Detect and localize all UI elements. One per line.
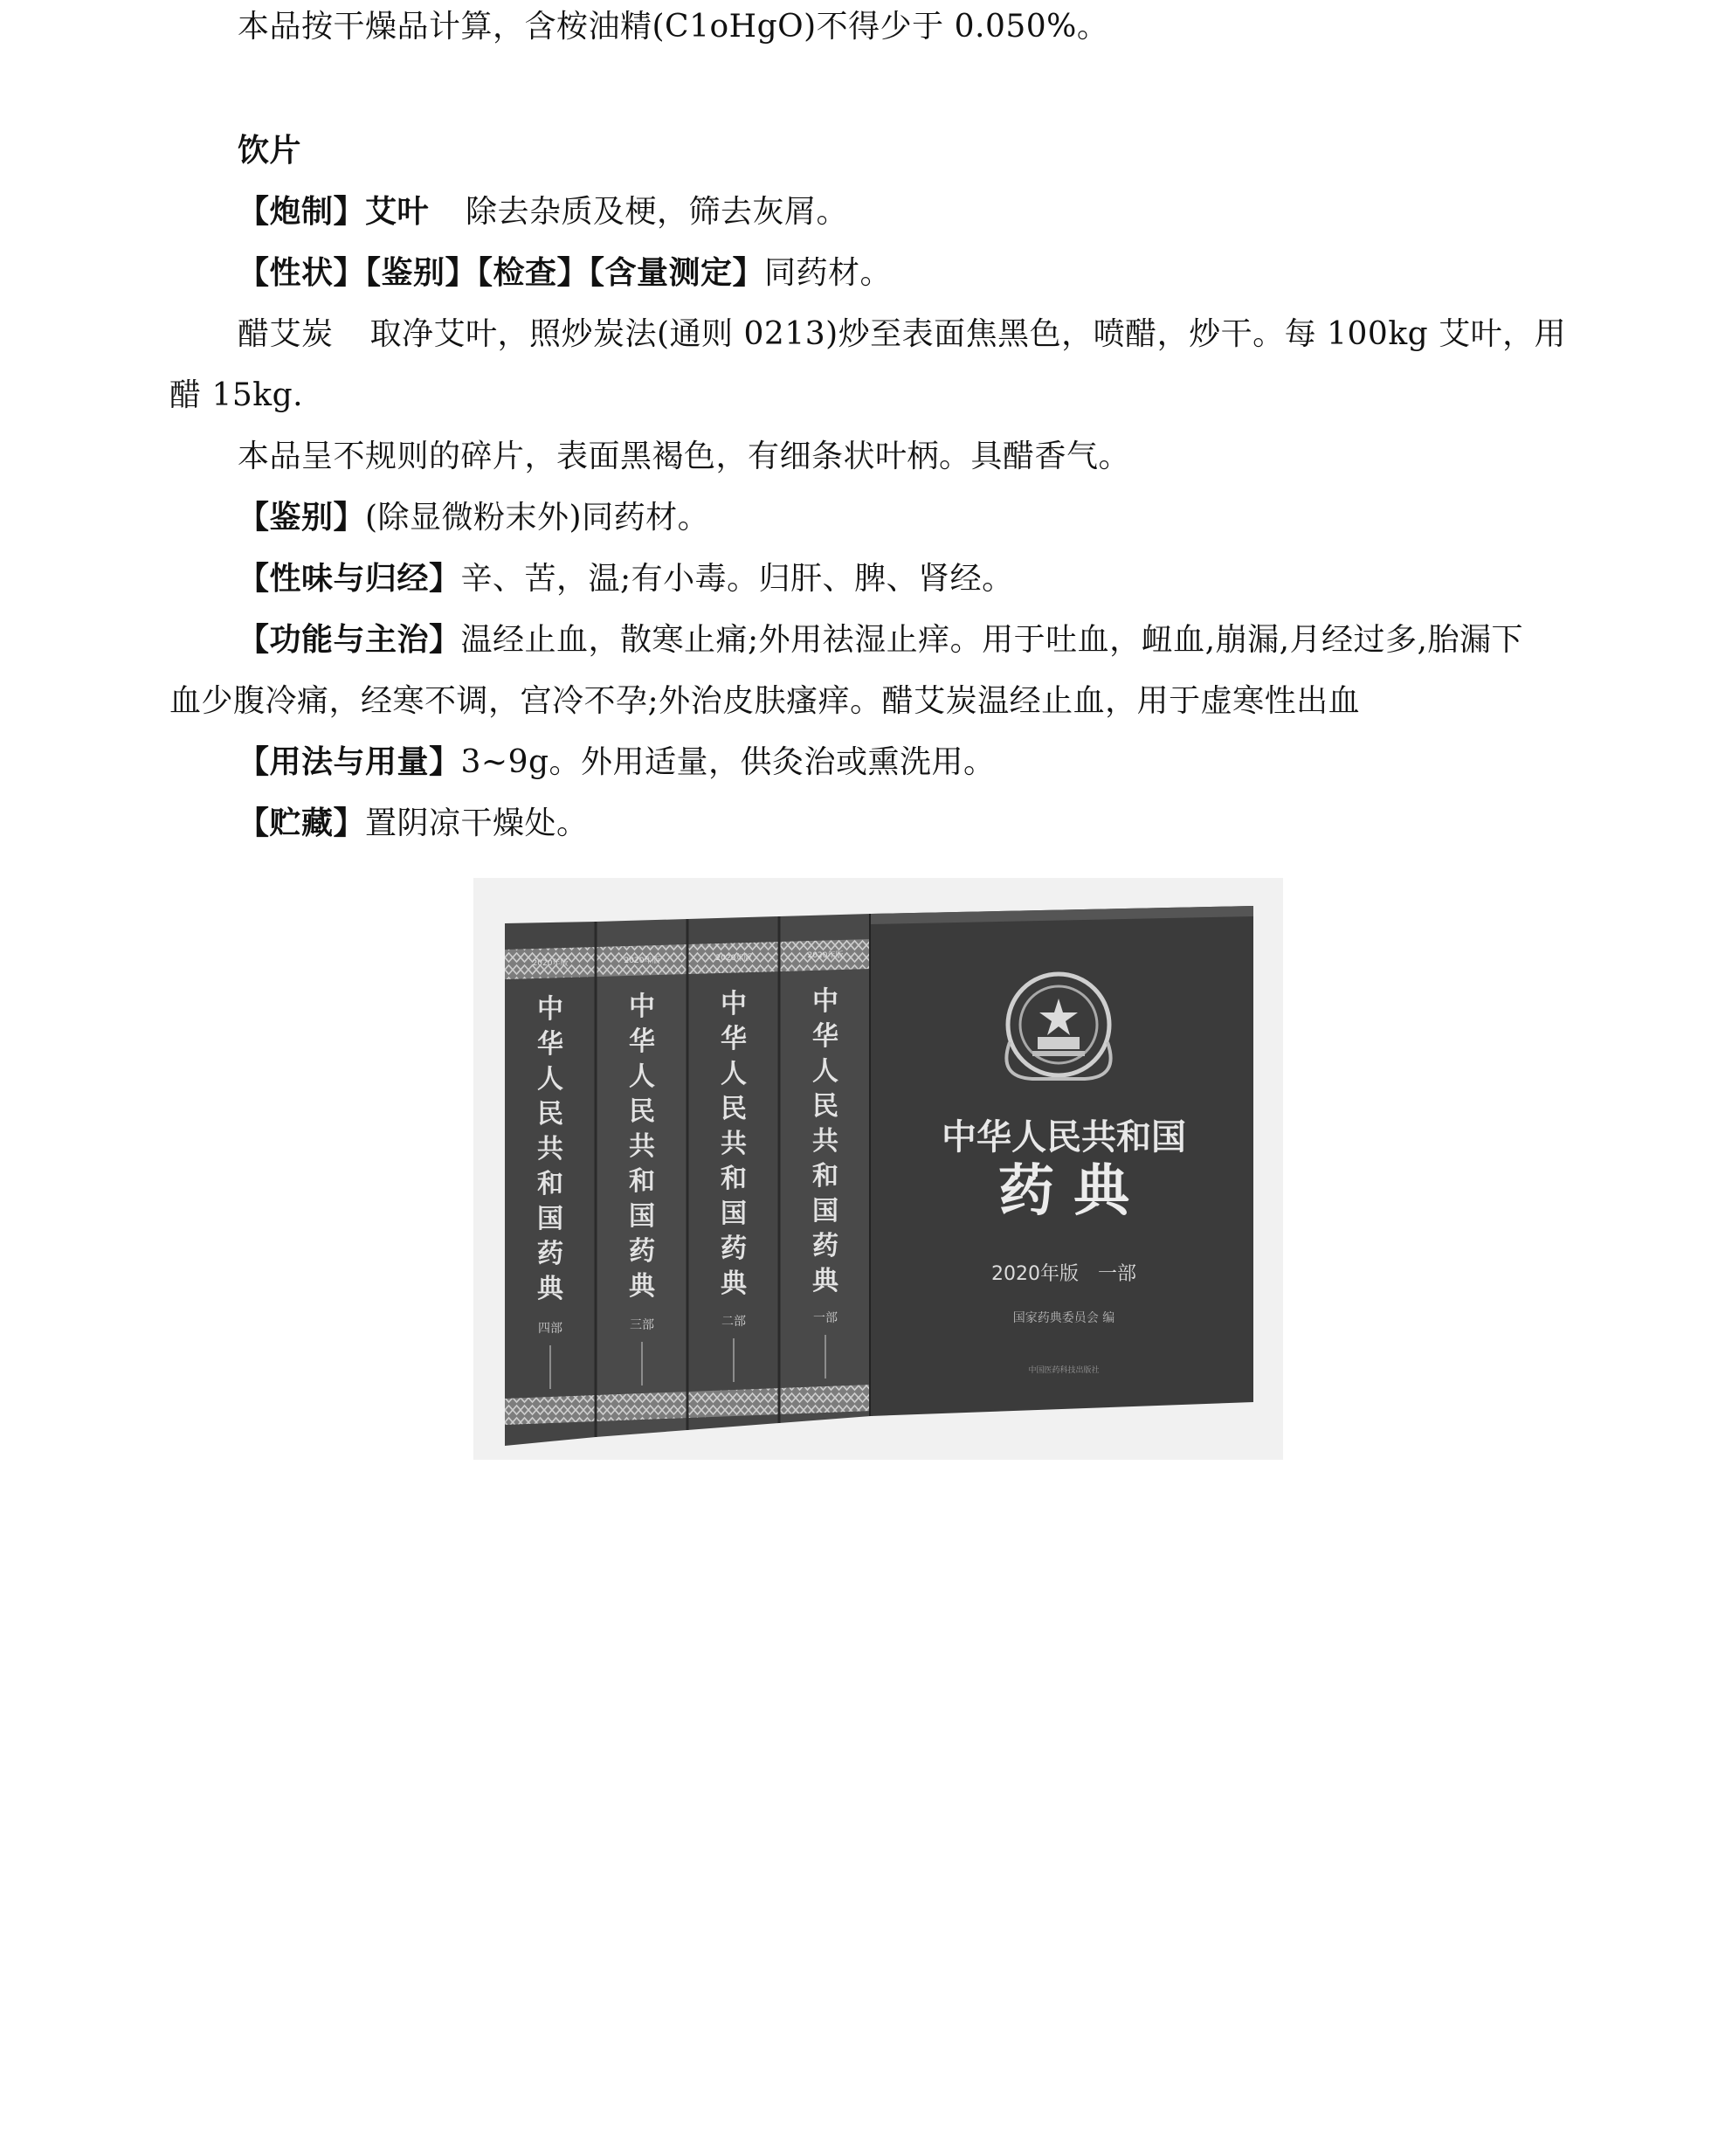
function-label: 【功能与主治】 — [238, 622, 461, 658]
spine-edition-label: 2020年版 — [532, 959, 569, 968]
usage-text: 3~9g。外用适量，供灸治或熏洗用。 — [460, 744, 996, 780]
spine-title: 中华人民共和国药典 — [537, 994, 563, 1304]
cover-title-line2: 药 典 — [997, 1158, 1130, 1224]
spine-title: 中华人民共和国药典 — [812, 986, 838, 1296]
spine-part-label: 二部 — [721, 1315, 746, 1329]
description-paragraph: 本品呈不规则的碎片，表面黑褐色，有细条状叶柄。具醋香气。 — [238, 439, 1131, 474]
book-cover — [871, 906, 1253, 1416]
spine-part-label: 三部 — [630, 1318, 654, 1332]
processing-label: 【炮制】 — [238, 194, 366, 230]
same-as-text: 同药材。 — [764, 255, 893, 291]
cover-publisher: 中国医药科技出版社 — [1028, 1366, 1100, 1375]
spine-part-label: 四部 — [538, 1322, 562, 1336]
pharmacopoeia-book-photo — [473, 878, 1283, 1460]
spine-edition-label: 2020年版 — [715, 954, 752, 963]
nature-label: 【性味与归经】 — [238, 561, 461, 597]
cover-editor: 国家药典委员会 编 — [1012, 1311, 1115, 1325]
usage-label: 【用法与用量】 — [238, 744, 461, 780]
cover-title-line1: 中华人民共和国 — [942, 1116, 1186, 1157]
identification-label: 【鉴别】 — [238, 500, 366, 536]
nature-text: 辛、苦，温;有小毒。归肝、脾、肾经。 — [460, 561, 1014, 597]
cover-edition: 2020年版 一部 — [991, 1263, 1136, 1285]
spine-title: 中华人民共和国药典 — [629, 992, 655, 1302]
processing-item: 艾叶 — [365, 194, 430, 230]
nature-paragraph — [238, 557, 1014, 601]
spine-edition-label: 2020年版 — [624, 957, 660, 965]
function-paragraph-line1 — [238, 618, 1523, 662]
processing-text: 除去杂质及梗，筛去灰屑。 — [466, 194, 849, 230]
vinegar-item: 醋艾炭 — [238, 316, 334, 352]
storage-text: 置阴凉干燥处。 — [365, 805, 589, 841]
function-text-line1: 温经止血，散寒止痛;外用祛湿止痒。用于吐血，衄血,崩漏,月经过多,胎漏下 — [460, 622, 1523, 658]
vinegar-paragraph-line1 — [238, 313, 1566, 356]
identification-text: (除显微粉末外)同药材。 — [365, 500, 710, 536]
spine-part-label: 一部 — [813, 1311, 838, 1325]
identification-paragraph — [238, 496, 709, 540]
function-text-line2: 血少腹冷痛，经寒不调，宫冷不孕;外治皮肤瘙痒。醋艾炭温经止血，用于虚寒性出血 — [169, 683, 1361, 719]
processing-paragraph — [238, 190, 848, 234]
spine-title: 中华人民共和国药典 — [721, 989, 747, 1299]
content-requirement-line: 本品按干燥品计算，含桉油精(C1oHgO)不得少于 0.050%。 — [238, 9, 1109, 45]
vinegar-text-line1: 取净艾叶，照炒炭法(通则 0213)炒至表面焦黑色，喷醋，炒干。每 100kg 艾叶，用 — [369, 316, 1567, 352]
same-as-label: 【性状】【鉴别】【检查】【含量测定】 — [238, 255, 765, 291]
spine-edition-label: 2020年版 — [807, 951, 844, 960]
vinegar-text-line2: 醋 15kg. — [169, 377, 304, 413]
usage-paragraph — [238, 741, 996, 784]
storage-label: 【贮藏】 — [238, 805, 366, 841]
storage-paragraph — [238, 802, 589, 846]
section-title: 饮片 — [238, 133, 302, 169]
same-as-paragraph — [238, 252, 892, 295]
